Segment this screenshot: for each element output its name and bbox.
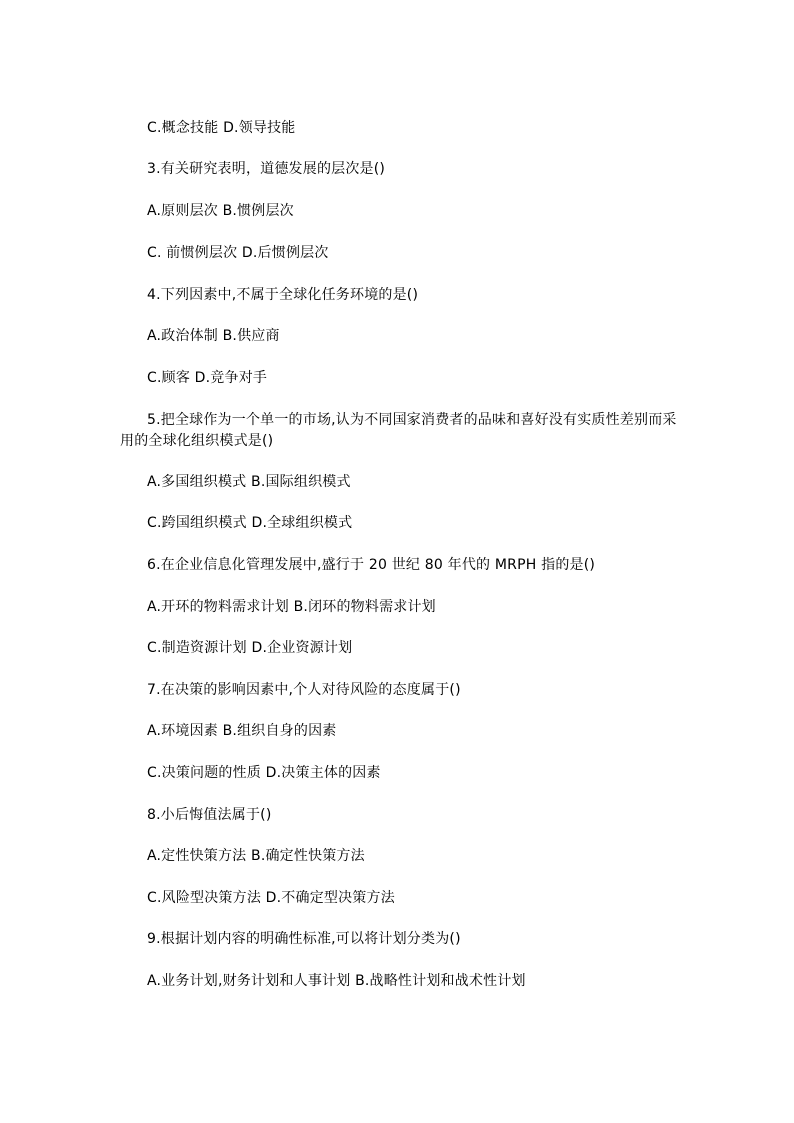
- question-3: 3.有关研究表明，道德发展的层次是(): [147, 161, 386, 177]
- option-line: A.政治体制 B.供应商: [147, 328, 280, 344]
- option-line: C.风险型决策方法 D.不确定型决策方法: [147, 890, 395, 906]
- option-line: C.制造资源计划 D.企业资源计划: [147, 640, 353, 656]
- option-line: A.原则层次 B.惯例层次: [147, 203, 294, 219]
- question-7: 7.在决策的影响因素中,个人对待风险的态度属于(): [147, 682, 461, 698]
- option-line: A.定性快策方法 B.确定性快策方法: [147, 848, 365, 864]
- option-line: A.开环的物料需求计划 B.闭环的物料需求计划: [147, 599, 436, 615]
- question-8: 8.小后悔值法属于(): [147, 807, 272, 823]
- question-4: 4.下列因素中,不属于全球化任务环境的是(): [147, 287, 419, 303]
- question-5: 5.把全球作为一个单一的市场,认为不同国家消费者的品味和喜好没有实质性差别而采用的全球化组织模式是(): [120, 412, 677, 449]
- option-line: C.决策问题的性质 D.决策主体的因素: [147, 765, 381, 781]
- option-line: C.跨国组织模式 D.全球组织模式: [147, 515, 353, 531]
- option-line: A.环境因素 B.组织自身的因素: [147, 723, 337, 739]
- question-9: 9.根据计划内容的明确性标准,可以将计划分类为(): [147, 931, 461, 947]
- option-line: C. 前惯例层次 D.后惯例层次: [147, 245, 329, 261]
- option-line: A.多国组织模式 B.国际组织模式: [147, 474, 351, 490]
- question-6: 6.在企业信息化管理发展中,盛行于 20 世纪 80 年代的 MRPH 指的是(): [147, 557, 596, 573]
- option-line: A.业务计划,财务计划和人事计划 B.战略性计划和战术性计划: [147, 973, 526, 989]
- option-line: C.概念技能 D.领导技能: [147, 120, 296, 136]
- option-line: C.顾客 D.竞争对手: [147, 370, 268, 386]
